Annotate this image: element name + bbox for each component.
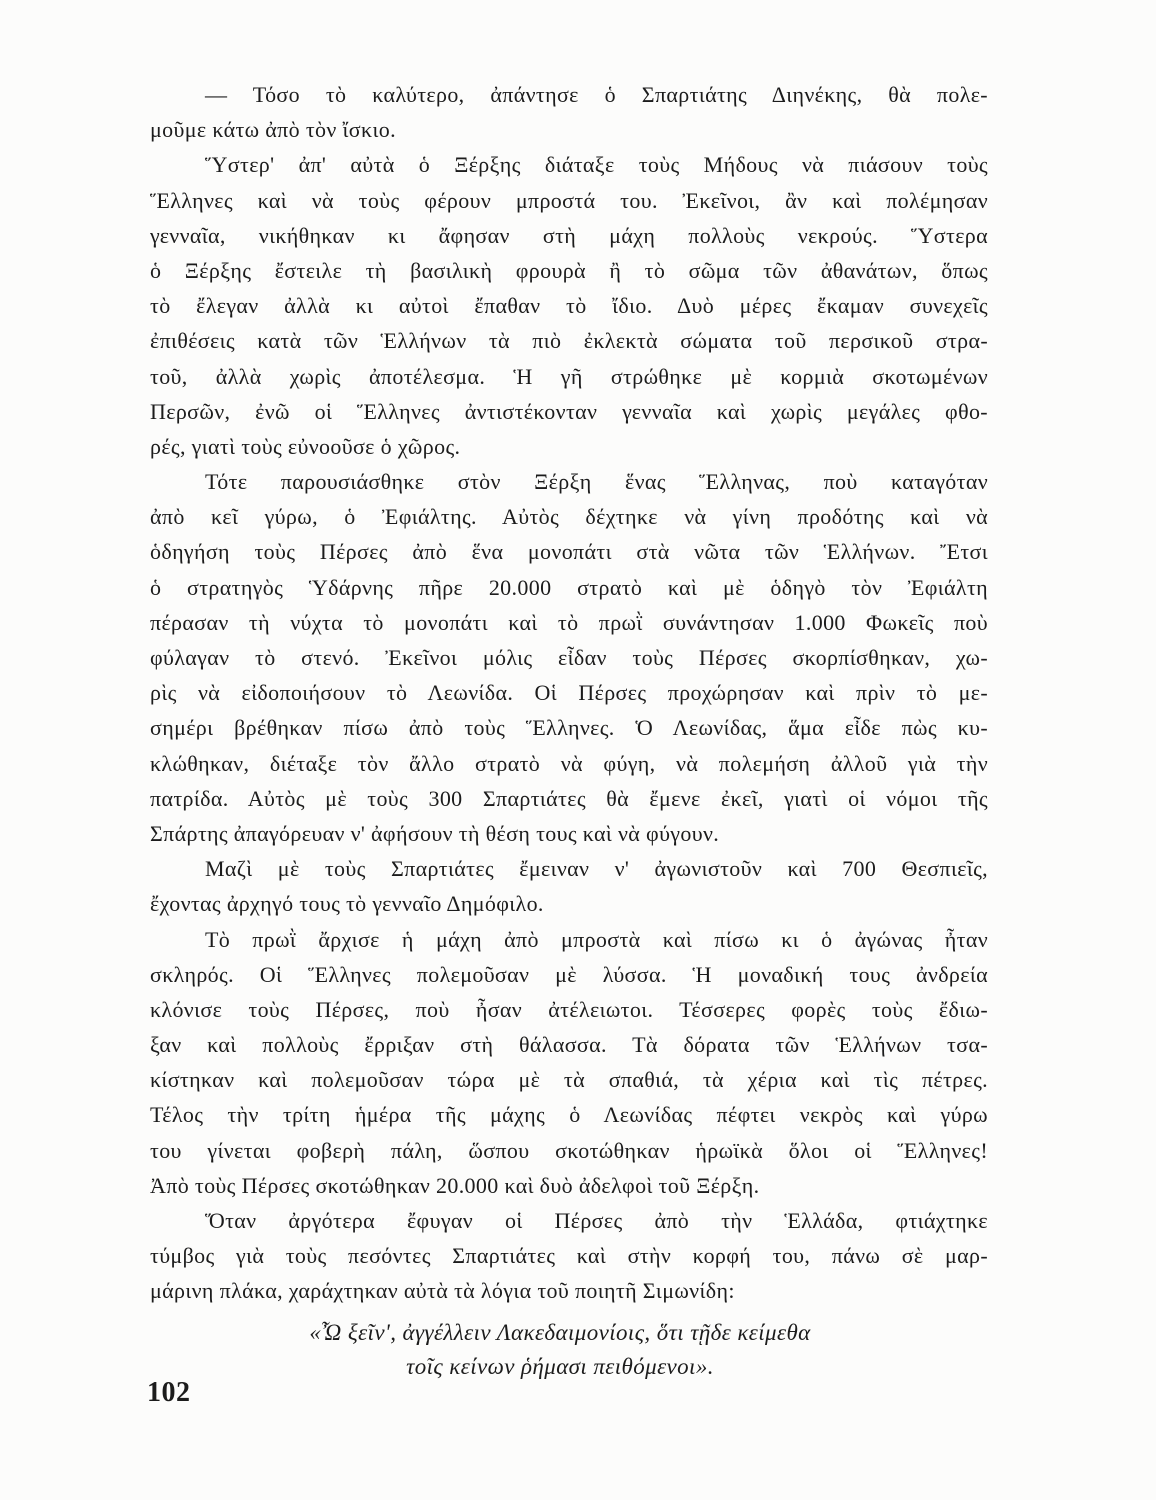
paragraph <box>150 464 988 851</box>
text-line: Ὕστερ' ἀπ' αὐτὰ ὁ Ξέρξης διάταξε τοὺς Μήδους νὰ πιάσουν τοὺς <box>205 152 988 178</box>
text-line: ὁ στρατηγὸς Ὑδάρνης πῆρε 20.000 στρατὸ καὶ μὲ ὁδηγὸ τὸν Ἐφιάλτη <box>150 574 988 600</box>
paragraph <box>150 77 988 147</box>
text-line: Μαζὶ μὲ τοὺς Σπαρτιάτες ἔμειναν ν' ἀγωνιστοῦν καὶ 700 Θεσπιεῖς, <box>205 856 988 882</box>
text-line: κλώθηκαν, διέταξε τὸν ἄλλο στρατὸ νὰ φύγη, νὰ πολεμήση ἀλλοῦ γιὰ τὴν <box>150 750 988 776</box>
text-line: φύλαγαν τὸ στενό. Ἐκεῖνοι μόλις εἶδαν τοὺς Πέρσες σκορπίσθηκαν, χω- <box>150 645 988 670</box>
text-line: — Τόσο τὸ καλύτερο, ἀπάντησε ὁ Σπαρτιάτης Διηνέκης, θὰ πολε- <box>205 82 988 107</box>
text-line: ἀπὸ κεῖ γύρω, ὁ Ἐφιάλτης. Αὐτὸς δέχτηκε νὰ γίνη προδότης καὶ νὰ <box>150 504 988 530</box>
epigram-line: «Ὦ ξεῖν', ἀγγέλλειν Λακεδαιμονίοις, ὅτι τῇδε κείμεθα <box>309 1320 811 1345</box>
text-line: Ἕλληνες καὶ νὰ τοὺς φέρουν μπροστά του. Ἐκεῖνοι, ἂν καὶ πολέμησαν <box>150 187 988 213</box>
paragraph <box>150 851 988 921</box>
text-line: κίστηκαν καὶ πολεμοῦσαν τώρα μὲ τὰ σπαθιά, τὰ χέρια καὶ τὶς πέτρες. <box>150 1067 988 1093</box>
page-number: 102 <box>147 1377 191 1408</box>
text-line: Ὅταν ἀργότερα ἔφυγαν οἱ Πέρσες ἀπὸ τὴν Ἑλλάδα, φτιάχτηκε <box>205 1208 988 1233</box>
epigram-line: τοῖς κείνων ῥήμασι πειθόμενοι». <box>406 1354 714 1379</box>
paragraph <box>150 922 988 1204</box>
text-line: ρὶς νὰ εἰδοποιήσουν τὸ Λεωνίδα. Οἱ Πέρσες προχώρησαν καὶ πρὶν τὸ με- <box>150 680 988 706</box>
paragraph <box>150 147 988 464</box>
text-line: τοῦ, ἀλλὰ χωρὶς ἀποτέλεσμα. Ἡ γῆ στρώθηκε μὲ κορμιὰ σκοτωμένων <box>150 363 988 389</box>
text-line: Σπάρτης ἀπαγόρευαν ν' ἀφήσουν τὴ θέση τους καὶ νὰ φύγουν. <box>150 820 720 846</box>
text-line: μάρινη πλάκα, χαράχτηκαν αὐτὰ τὰ λόγια τοῦ ποιητῆ Σιμωνίδη: <box>150 1278 735 1304</box>
text-line: ἔχοντας ἀρχηγό τους τὸ γενναῖο Δημόφιλο. <box>150 891 544 917</box>
text-line: ρές, γιατὶ τοὺς εὐνοοῦσε ὁ χῶρος. <box>150 433 461 459</box>
text-line: τὸ ἔλεγαν ἀλλὰ κι αὐτοὶ ἔπαθαν τὸ ἴδιο. Δυὸ μέρες ἔκαμαν συνεχεῖς <box>150 293 988 319</box>
text-line: σκληρός. Οἱ Ἕλληνες πολεμοῦσαν μὲ λύσσα. Ἡ μοναδική τους ἀνδρεία <box>150 961 988 987</box>
text-line: Τέλος τὴν τρίτη ἡμέρα τῆς μάχης ὁ Λεωνίδας πέφτει νεκρὸς καὶ γύρω <box>150 1102 988 1128</box>
text-line: ξαν καὶ πολλοὺς ἔρριξαν στὴ θάλασσα. Τὰ δόρατα τῶν Ἑλλήνων τσα- <box>150 1032 988 1058</box>
text-line: ἐπιθέσεις κατὰ τῶν Ἑλλήνων τὰ πιὸ ἐκλεκτὰ σώματα τοῦ περσικοῦ στρα- <box>150 328 988 354</box>
text-line: του γίνεται φοβερὴ πάλη, ὥσπου σκοτώθηκαν ἡρωϊκὰ ὅλοι οἱ Ἕλληνες! <box>150 1137 988 1163</box>
text-line: πέρασαν τὴ νύχτα τὸ μονοπάτι καὶ τὸ πρωῒ συνάντησαν 1.000 Φωκεῖς ποὺ <box>150 609 988 635</box>
text-line: κλόνισε τοὺς Πέρσες, ποὺ ἦσαν ἀτέλειωτοι. Τέσσερες φορὲς τοὺς ἔδιω- <box>150 996 988 1022</box>
text-line: ὁ Ξέρξης ἔστειλε τὴ βασιλικὴ φρουρὰ ἢ τὸ σῶμα τῶν ἀθανάτων, ὅπως <box>150 257 988 283</box>
text-line: ὁδηγήση τοὺς Πέρσες ἀπὸ ἕνα μονοπάτι στὰ νῶτα τῶν Ἑλλήνων. Ἔτσι <box>150 539 988 565</box>
text-line: σημέρι βρέθηκαν πίσω ἀπὸ τοὺς Ἕλληνες. Ὁ Λεωνίδας, ἅμα εἶδε πὼς κυ- <box>150 715 988 741</box>
text-line: Περσῶν, ἐνῶ οἱ Ἕλληνες ἀντιστέκονταν γενναῖα καὶ χωρὶς μεγάλες φθο- <box>150 398 988 424</box>
paragraph <box>150 1203 988 1309</box>
text-line: τύμβος γιὰ τοὺς πεσόντες Σπαρτιάτες καὶ στὴν κορφή του, πάνω σὲ μαρ- <box>150 1243 988 1269</box>
text-line: Τότε παρουσιάσθηκε στὸν Ξέρξη ἕνας Ἕλληνας, ποὺ καταγόταν <box>205 469 988 495</box>
epigram-quote <box>150 1316 970 1384</box>
text-line: Ἀπὸ τοὺς Πέρσες σκοτώθηκαν 20.000 καὶ δυὸ ἀδελφοὶ τοῦ Ξέρξη. <box>150 1172 760 1198</box>
text-line: Τὸ πρωῒ ἄρχισε ἡ μάχη ἀπὸ μπροστὰ καὶ πίσω κι ὁ ἀγώνας ἦταν <box>205 926 988 952</box>
text-line: πατρίδα. Αὐτὸς μὲ τοὺς 300 Σπαρτιάτες θὰ ἔμενε ἐκεῖ, γιατὶ οἱ νόμοι τῆς <box>150 785 988 811</box>
text-line: μοῦμε κάτω ἀπὸ τὸν ἴσκιο. <box>150 117 396 143</box>
body-text <box>150 77 988 1309</box>
text-line: γενναῖα, νικήθηκαν κι ἄφησαν στὴ μάχη πολλοὺς νεκρούς. Ὕστερα <box>150 222 988 248</box>
